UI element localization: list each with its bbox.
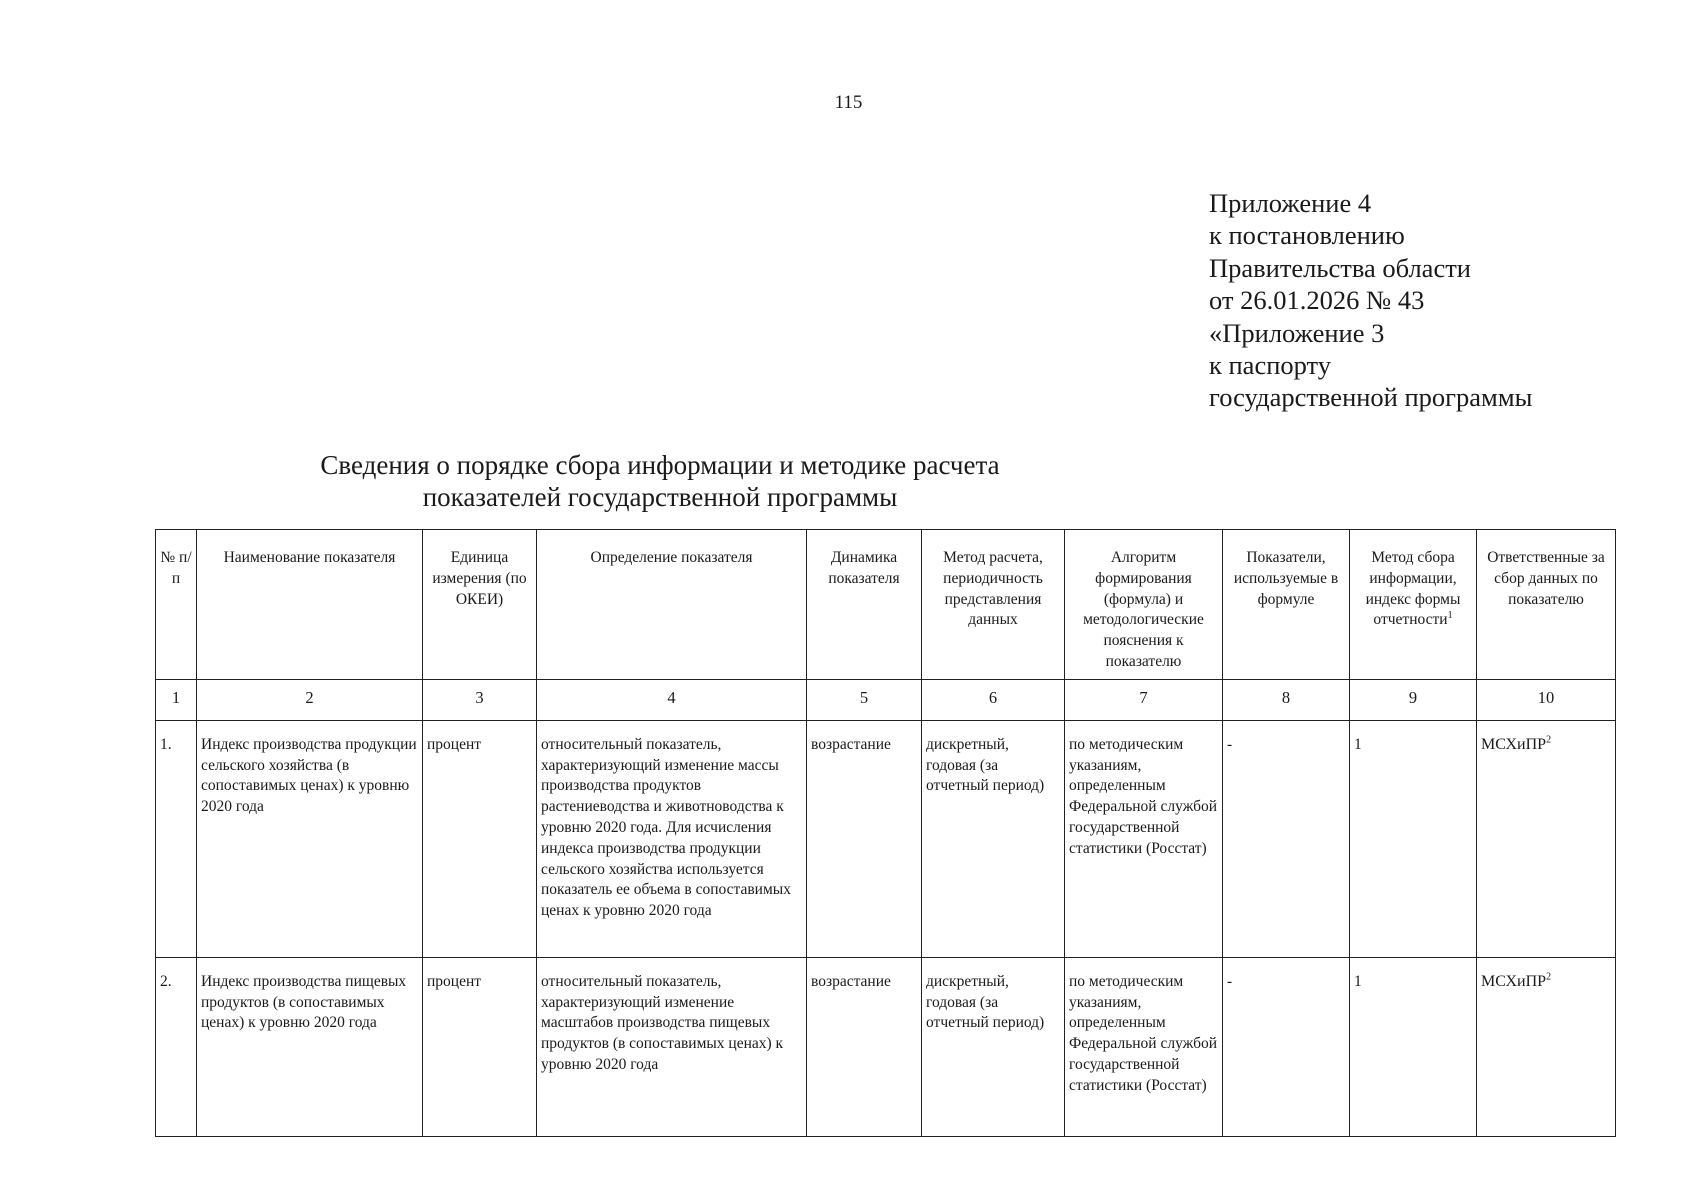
document-title-line-2: показателей государственной программы xyxy=(422,482,898,512)
appendix-line: к паспорту xyxy=(1209,350,1332,381)
document-title xyxy=(320,449,1000,513)
appendix-line: Правительства области xyxy=(1209,252,1471,283)
page-number: 115 xyxy=(834,92,863,113)
appendix-line: от 26.01.2026 № 43 xyxy=(1209,285,1425,316)
table-row xyxy=(156,957,1616,1136)
header-cell: Наименование показателя xyxy=(197,530,423,680)
document-title-line-1: Сведения о порядке сбора информации и методике расчета xyxy=(320,450,1000,480)
row-number: 1. xyxy=(156,720,197,957)
indicators-table xyxy=(155,529,1616,1137)
dynamics-cell: возрастание xyxy=(807,957,922,1136)
column-number: 4 xyxy=(537,679,807,720)
table-row xyxy=(156,720,1616,957)
formula-indicators-cell: - xyxy=(1223,957,1350,1136)
header-cell: Единица измерения (по ОКЕИ) xyxy=(423,530,537,680)
column-number: 9 xyxy=(1350,679,1477,720)
column-number: 10 xyxy=(1477,679,1616,720)
definition-cell: относительный показатель, характеризующий изменение массы производства продуктов растениеводства и животноводства к уровню 2020 года. Для исчисления индекса производства продукции сельского хозяйства используется показатель ее объема в сопоставимых ценах к уровню 2020 года xyxy=(537,720,807,957)
appendix-line: к постановлению xyxy=(1209,220,1405,251)
column-number: 5 xyxy=(807,679,922,720)
header-cell-collection-method xyxy=(1350,530,1477,680)
column-number: 3 xyxy=(423,679,537,720)
footnote-marker: 2 xyxy=(1546,734,1552,746)
appendix-line: Приложение 4 xyxy=(1209,188,1372,218)
header-cell: Метод расчета, периодичность представления данных xyxy=(922,530,1065,680)
collection-method-cell: 1 xyxy=(1350,957,1477,1136)
responsible-text: МСХиПР xyxy=(1481,972,1547,990)
calc-method-cell: дискретный, годовая (за отчетный период) xyxy=(922,720,1065,957)
unit-cell: процент xyxy=(423,720,537,957)
table-header-row xyxy=(156,530,1616,680)
header-cell: Определение показателя xyxy=(537,530,807,680)
responsible-text: МСХиПР xyxy=(1481,735,1547,753)
appendix-line: «Приложение 3 xyxy=(1209,317,1385,348)
formula-indicators-cell: - xyxy=(1223,720,1350,957)
column-number-row xyxy=(156,679,1616,720)
responsible-cell xyxy=(1477,957,1616,1136)
responsible-cell xyxy=(1477,720,1616,957)
column-number: 2 xyxy=(197,679,423,720)
algorithm-cell: по методическим указаниям, определенным Федеральной службой государственной статистики (Росстат) xyxy=(1065,957,1223,1136)
footnote-marker: 2 xyxy=(1546,971,1552,983)
header-cell: Алгоритм формирования (формула) и методологические пояснения к показателю xyxy=(1065,530,1223,680)
column-number: 7 xyxy=(1065,679,1223,720)
indicator-name: Индекс производства продукции сельского хозяйства (в сопоставимых ценах) к уровню 2020 года xyxy=(197,720,423,957)
header-cell: № п/п xyxy=(156,530,197,680)
header-cell: Ответственные за сбор данных по показателю xyxy=(1477,530,1616,680)
appendix-block xyxy=(1209,187,1532,414)
header-cell: Динамика показателя xyxy=(807,530,922,680)
appendix-line: государственной программы xyxy=(1209,382,1533,413)
unit-cell: процент xyxy=(423,957,537,1136)
calc-method-cell: дискретный, годовая (за отчетный период) xyxy=(922,957,1065,1136)
indicator-name: Индекс производства пищевых продуктов (в сопоставимых ценах) к уровню 2020 года xyxy=(197,957,423,1136)
header-cell: Показатели, используемые в формуле xyxy=(1223,530,1350,680)
column-number: 6 xyxy=(922,679,1065,720)
definition-cell: относительный показатель, характеризующий изменение масштабов производства пищевых продуктов (в сопоставимых ценах) к уровню 2020 года xyxy=(537,957,807,1136)
column-number: 8 xyxy=(1223,679,1350,720)
row-number: 2. xyxy=(156,957,197,1136)
dynamics-cell: возрастание xyxy=(807,720,922,957)
algorithm-cell: по методическим указаниям, определенным Федеральной службой государственной статистики (Росстат) xyxy=(1065,720,1223,957)
footnote-marker: 1 xyxy=(1447,610,1453,622)
header-cell-text: Метод сбора информации, индекс формы отчетности xyxy=(1365,549,1461,629)
collection-method-cell: 1 xyxy=(1350,720,1477,957)
column-number: 1 xyxy=(156,679,197,720)
